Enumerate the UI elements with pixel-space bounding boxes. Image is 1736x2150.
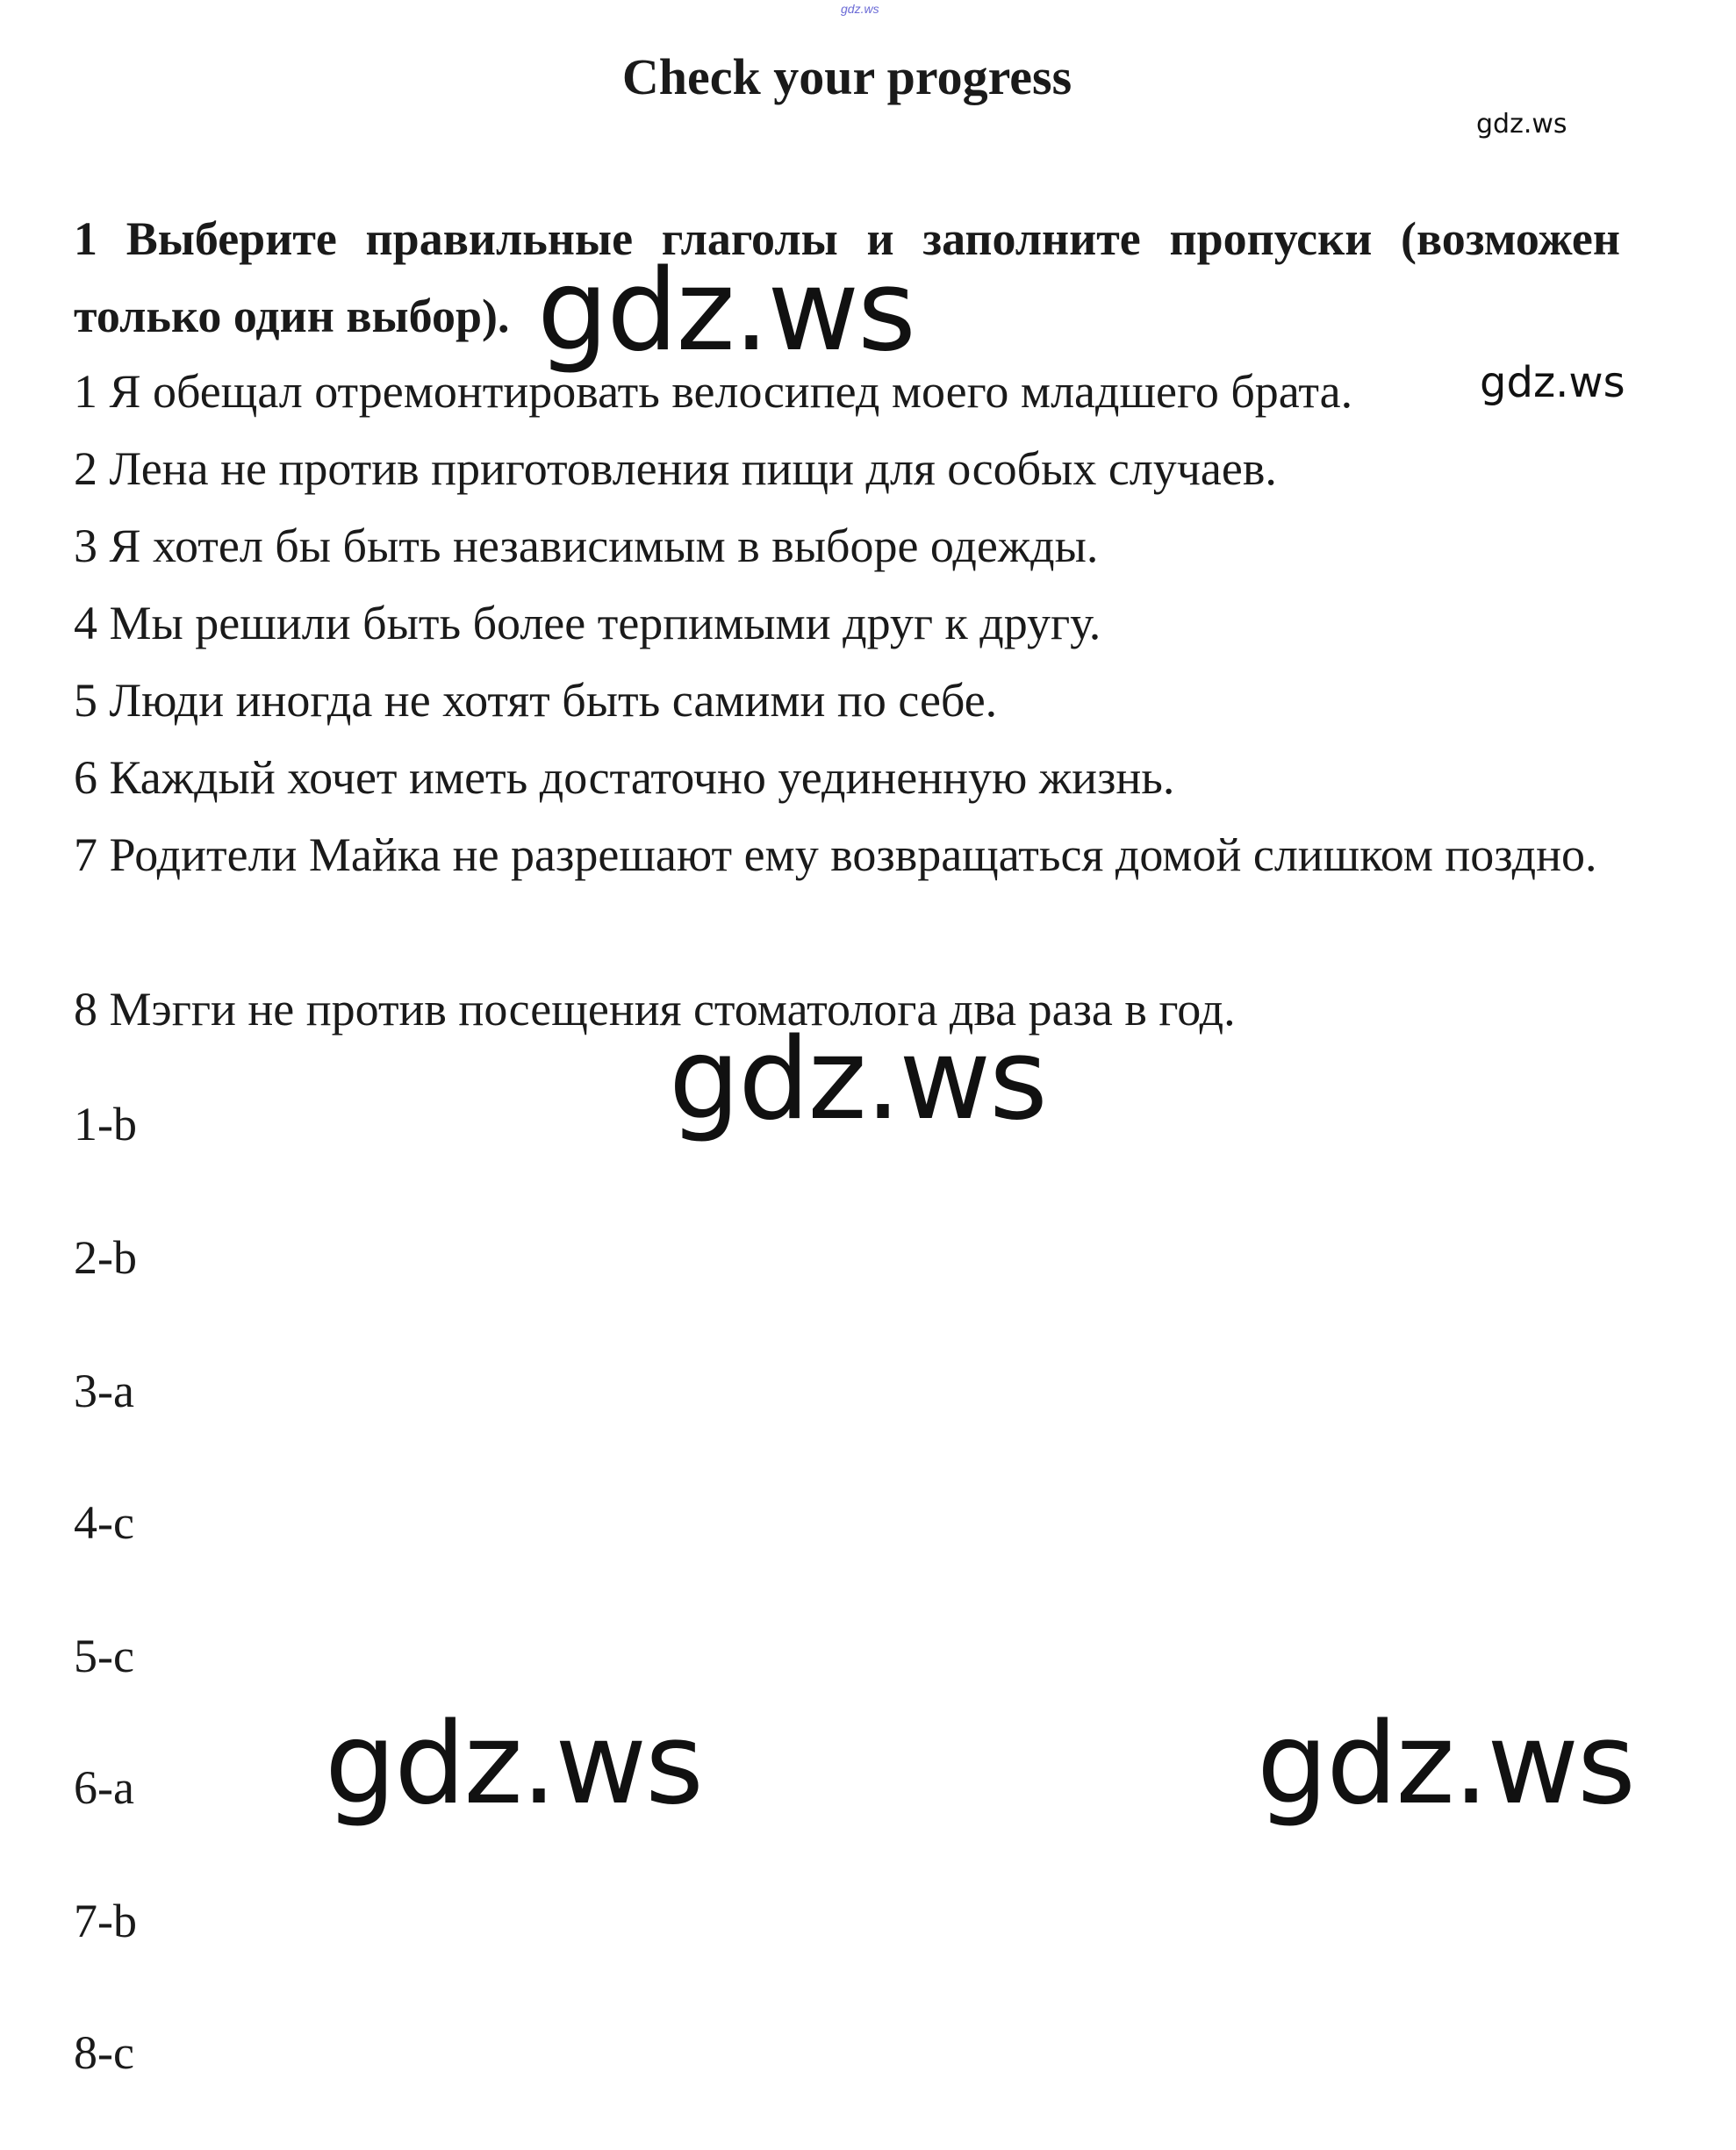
sentence-2: 2 Лена не против приготовления пищи для особых случаев. [74, 442, 1277, 495]
answer-4: 4-c [74, 1496, 134, 1549]
page-title: Check your progress [621, 48, 1072, 105]
watermark-bottom-left: gdz.ws [325, 1699, 702, 1830]
sentence-5: 5 Люди иногда не хотят быть самими по себе. [74, 674, 998, 727]
sentence-3: 3 Я хотел бы быть независимым в выборе одежды. [74, 520, 1099, 572]
sentence-4: 4 Мы решили быть более терпимыми друг к другу. [74, 597, 1101, 649]
answer-6: 6-a [74, 1761, 134, 1814]
watermark-top: gdz.ws [841, 2, 879, 16]
answer-8: 8-c [74, 2026, 134, 2079]
task-heading: 1 Выберите правильные глаголы и заполните пропуски (возможен только один выбор). [74, 212, 1620, 342]
sentence-7: 7 Родители Майка не разрешают ему возвращаться домой слишком поздно. [74, 828, 1597, 881]
sentence-1: 1 Я обещал отремонтировать велосипед моего младшего брата. [74, 365, 1353, 418]
watermark-middle: gdz.ws [669, 1014, 1046, 1145]
answer-1: 1-b [74, 1098, 137, 1150]
answer-2: 2-b [74, 1231, 137, 1284]
sentence-8: 8 Мэгги не против посещения стоматолога два раза в год. [74, 983, 1236, 1036]
answer-5: 5-c [74, 1630, 134, 1682]
watermark-inline-small: gdz.ws [1480, 358, 1625, 407]
watermark-inline-large: gdz.ws [537, 246, 915, 376]
sentence-6: 6 Каждый хочет иметь достаточно уединенную жизнь. [74, 751, 1175, 804]
watermark-bottom-right: gdz.ws [1257, 1699, 1634, 1830]
watermark-corner: gdz.ws [1476, 109, 1567, 140]
answer-3: 3-a [74, 1365, 134, 1417]
answer-7: 7-b [74, 1895, 137, 1947]
